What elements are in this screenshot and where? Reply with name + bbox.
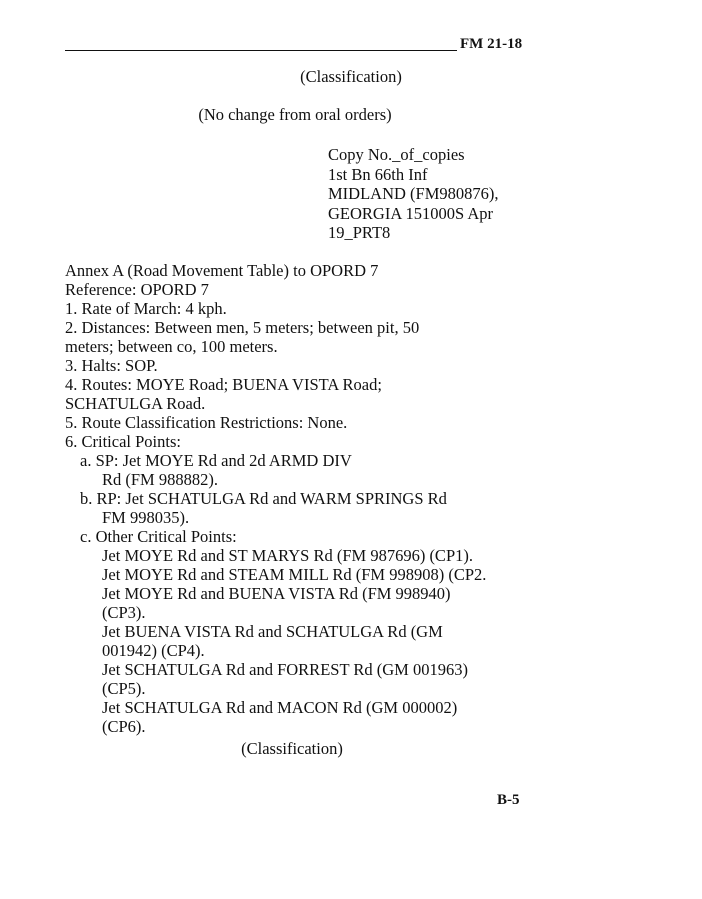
- body-line: (CP5).: [102, 679, 146, 698]
- body-line: c. Other Critical Points:: [80, 527, 237, 546]
- header-rule: [65, 50, 457, 51]
- body-line: a. SP: Jet MOYE Rd and 2d ARMD DIV: [80, 451, 352, 470]
- body-line: Rd (FM 988882).: [102, 470, 218, 489]
- body-line: 5. Route Classification Restrictions: None.: [65, 413, 348, 432]
- classification-bottom: (Classification): [241, 739, 343, 758]
- body-line: SCHATULGA Road.: [65, 394, 206, 413]
- body-line: 1. Rate of March: 4 kph.: [65, 299, 227, 318]
- body-line: b. RP: Jet SCHATULGA Rd and WARM SPRINGS Rd: [80, 489, 447, 508]
- body-line: FM 998035).: [102, 508, 190, 527]
- body-line: meters; between co, 100 meters.: [65, 337, 278, 356]
- annex-body: [65, 261, 535, 736]
- body-line: Jet MOYE Rd and BUENA VISTA Rd (FM 998940): [102, 584, 451, 603]
- copy-block: [328, 145, 499, 243]
- oral-orders-note: (No change from oral orders): [198, 105, 392, 124]
- copy-line: 19_PRT8: [328, 223, 391, 242]
- body-line: Jet SCHATULGA Rd and FORREST Rd (GM 001963): [102, 660, 468, 679]
- body-line: 001942) (CP4).: [102, 641, 205, 660]
- copy-line: Copy No._of_copies: [328, 145, 465, 164]
- copy-line: MIDLAND (FM980876),: [328, 184, 499, 203]
- copy-line: GEORGIA 151000S Apr: [328, 203, 494, 223]
- classification-top: (Classification): [300, 67, 402, 86]
- body-line: 2. Distances: Between men, 5 meters; between pit, 50: [65, 318, 420, 337]
- body-line: (CP6).: [102, 717, 146, 736]
- copy-line: 1st Bn 66th Inf: [328, 164, 428, 184]
- body-line: Reference: OPORD 7: [65, 280, 209, 299]
- body-line: Jet BUENA VISTA Rd and SCHATULGA Rd (GM: [102, 622, 443, 641]
- body-line: Jet MOYE Rd and STEAM MILL Rd (FM 998908) (CP2.: [102, 565, 487, 584]
- body-line: Jet MOYE Rd and ST MARYS Rd (FM 987696) (CP1).: [102, 546, 473, 565]
- body-line: Jet SCHATULGA Rd and MACON Rd (GM 000002): [102, 698, 458, 717]
- page-number: B-5: [497, 792, 520, 808]
- manual-code: FM 21-18: [460, 36, 523, 52]
- body-line: 4. Routes: MOYE Road; BUENA VISTA Road;: [65, 375, 382, 394]
- body-line: (CP3).: [102, 603, 146, 622]
- body-line: Annex A (Road Movement Table) to OPORD 7: [65, 261, 379, 280]
- body-line: 3. Halts: SOP.: [65, 356, 158, 375]
- body-line: 6. Critical Points:: [65, 432, 181, 451]
